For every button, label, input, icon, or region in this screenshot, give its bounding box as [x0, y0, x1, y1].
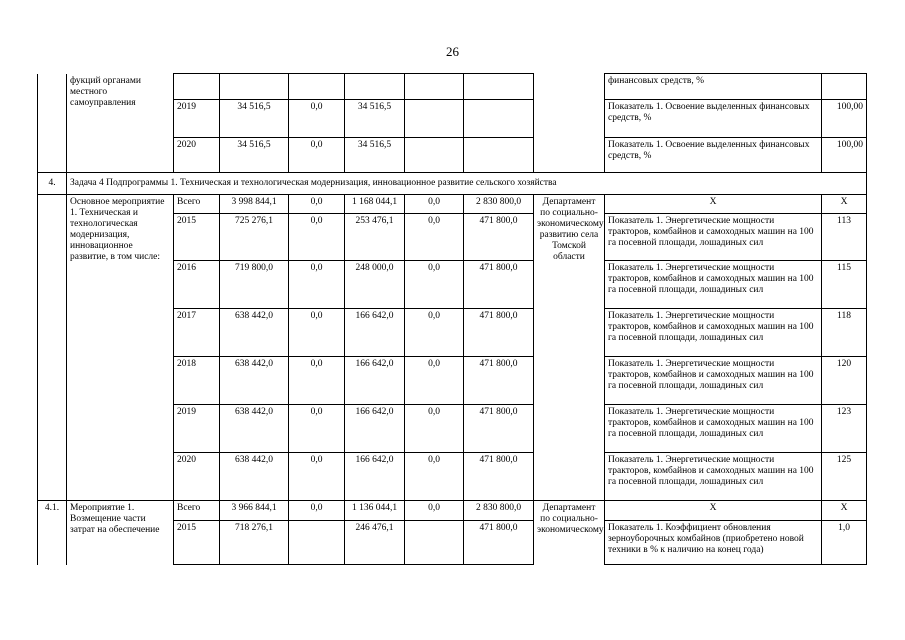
fed-cell: [289, 74, 345, 100]
value-cell: X: [822, 501, 867, 521]
extra-cell: 2 830 800,0: [464, 195, 534, 214]
year-cell: 2018: [174, 357, 220, 405]
extra-cell: 471 800,0: [464, 521, 534, 565]
extra-cell: 471 800,0: [464, 357, 534, 405]
indicator-cell: Показатель 1. Энергетические мощности тракторов, комбайнов и самоходных машин на 100 га посевной площади, лошадиных сил: [605, 261, 822, 309]
reg-cell: 246 476,1: [345, 521, 405, 565]
extra-cell: 471 800,0: [464, 261, 534, 309]
extra-cell: 471 800,0: [464, 453, 534, 501]
fed-cell: 0,0: [289, 453, 345, 501]
fed-cell: 0,0: [289, 357, 345, 405]
reg-cell: 34 516,5: [345, 138, 405, 173]
indicator-cell: Показатель 1. Энергетические мощности тракторов, комбайнов и самоходных машин на 100 га посевной площади, лошадиных сил: [605, 214, 822, 261]
fed-cell: 0,0: [289, 100, 345, 138]
dept-cell: Департамент по социально-экономическому: [534, 501, 605, 565]
loc-cell: 0,0: [405, 309, 464, 357]
year-cell: 2016: [174, 261, 220, 309]
indicator-cell: Показатель 1. Энергетические мощности тракторов, комбайнов и самоходных машин на 100 га посевной площади, лошадиных сил: [605, 453, 822, 501]
fed-cell: 0,0: [289, 138, 345, 173]
year-cell: Всего: [174, 195, 220, 214]
indicator-cell: Показатель 1. Энергетические мощности тракторов, комбайнов и самоходных машин на 100 га посевной площади, лошадиных сил: [605, 357, 822, 405]
indicator-cell: Показатель 1. Энергетические мощности тракторов, комбайнов и самоходных машин на 100 га посевной площади, лошадиных сил: [605, 309, 822, 357]
total-cell: 719 800,0: [220, 261, 289, 309]
year-cell: 2020: [174, 453, 220, 501]
table-row: [38, 501, 867, 521]
page-number: 26: [446, 44, 459, 59]
reg-cell: 166 642,0: [345, 405, 405, 453]
loc-cell: 0,0: [405, 357, 464, 405]
reg-cell: 34 516,5: [345, 100, 405, 138]
extra-cell: 2 830 800,0: [464, 501, 534, 521]
reg-cell: 166 642,0: [345, 309, 405, 357]
reg-cell: 166 642,0: [345, 357, 405, 405]
year-cell: 2017: [174, 309, 220, 357]
value-cell: 100,00: [822, 100, 867, 138]
loc-cell: [405, 100, 464, 138]
reg-cell: 166 642,0: [345, 453, 405, 501]
total-cell: 638 442,0: [220, 309, 289, 357]
fed-cell: 0,0: [289, 195, 345, 214]
loc-cell: 0,0: [405, 261, 464, 309]
year-cell: Всего: [174, 501, 220, 521]
year-cell: 2019: [174, 100, 220, 138]
indicator-cell: финансовых средств, %: [605, 74, 822, 100]
total-cell: [220, 74, 289, 100]
indicator-cell: Показатель 1. Освоение выделенных финансовых средств, %: [605, 100, 822, 138]
fed-cell: 0,0: [289, 261, 345, 309]
task-row: [38, 173, 867, 195]
fed-cell: [289, 521, 345, 565]
value-cell: 113: [822, 214, 867, 261]
total-cell: 725 276,1: [220, 214, 289, 261]
value-cell: 125: [822, 453, 867, 501]
year-cell: 2015: [174, 214, 220, 261]
extra-cell: 471 800,0: [464, 309, 534, 357]
year-cell: 2019: [174, 405, 220, 453]
number-cell: 4.1.: [38, 501, 67, 565]
loc-cell: [405, 521, 464, 565]
loc-cell: 0,0: [405, 195, 464, 214]
loc-cell: [405, 138, 464, 173]
fed-cell: 0,0: [289, 501, 345, 521]
value-cell: 118: [822, 309, 867, 357]
loc-cell: [405, 74, 464, 100]
extra-cell: [464, 74, 534, 100]
task-number: 4.: [38, 173, 67, 195]
reg-cell: [345, 74, 405, 100]
indicator-cell: Показатель 1. Освоение выделенных финансовых средств, %: [605, 138, 822, 173]
value-cell: 1,0: [822, 521, 867, 565]
total-cell: 34 516,5: [220, 138, 289, 173]
indicator-cell: X: [605, 195, 822, 214]
task-title: Задача 4 Подпрограммы 1. Техническая и технологическая модернизация, инновационное развитие сельского хозяйства: [67, 173, 867, 195]
program-table: [37, 73, 867, 565]
measure-name: фукций органами местного самоуправления: [67, 74, 174, 173]
value-cell: X: [822, 195, 867, 214]
total-cell: 3 966 844,1: [220, 501, 289, 521]
year-cell: 2020: [174, 138, 220, 173]
value-cell: [822, 74, 867, 100]
extra-cell: 471 800,0: [464, 214, 534, 261]
loc-cell: 0,0: [405, 501, 464, 521]
measure-name: Мероприятие 1. Возмещение части затрат на обеспечение: [67, 501, 174, 565]
year-cell: 2015: [174, 521, 220, 565]
value-cell: 115: [822, 261, 867, 309]
total-cell: 3 998 844,1: [220, 195, 289, 214]
number-cell: [38, 195, 67, 501]
fed-cell: 0,0: [289, 405, 345, 453]
fed-cell: 0,0: [289, 214, 345, 261]
indicator-cell: Показатель 1. Энергетические мощности тракторов, комбайнов и самоходных машин на 100 га посевной площади, лошадиных сил: [605, 405, 822, 453]
value-cell: 120: [822, 357, 867, 405]
total-cell: 638 442,0: [220, 405, 289, 453]
loc-cell: 0,0: [405, 405, 464, 453]
total-cell: 638 442,0: [220, 357, 289, 405]
value-cell: 100,00: [822, 138, 867, 173]
extra-cell: 471 800,0: [464, 405, 534, 453]
table-row: [38, 195, 867, 214]
year-cell: [174, 74, 220, 100]
reg-cell: 248 000,0: [345, 261, 405, 309]
extra-cell: [464, 100, 534, 138]
indicator-cell: X: [605, 501, 822, 521]
dept-cell: [534, 74, 605, 173]
value-cell: 123: [822, 405, 867, 453]
dept-cell: Департамент по социально-экономическому развитию села Томской области: [534, 195, 605, 501]
table-row: [38, 74, 867, 100]
extra-cell: [464, 138, 534, 173]
total-cell: 718 276,1: [220, 521, 289, 565]
fed-cell: 0,0: [289, 309, 345, 357]
reg-cell: 253 476,1: [345, 214, 405, 261]
number-cell: [38, 74, 67, 173]
indicator-cell: Показатель 1. Коэффициент обновления зерноуборочных комбайнов (приобретено новой техники в % к наличию на конец года): [605, 521, 822, 565]
loc-cell: 0,0: [405, 453, 464, 501]
reg-cell: 1 136 044,1: [345, 501, 405, 521]
measure-name: Основное мероприятие 1. Техническая и технологическая модернизация, инновационное развитие, в том числе:: [67, 195, 174, 501]
total-cell: 34 516,5: [220, 100, 289, 138]
total-cell: 638 442,0: [220, 453, 289, 501]
reg-cell: 1 168 044,1: [345, 195, 405, 214]
loc-cell: 0,0: [405, 214, 464, 261]
